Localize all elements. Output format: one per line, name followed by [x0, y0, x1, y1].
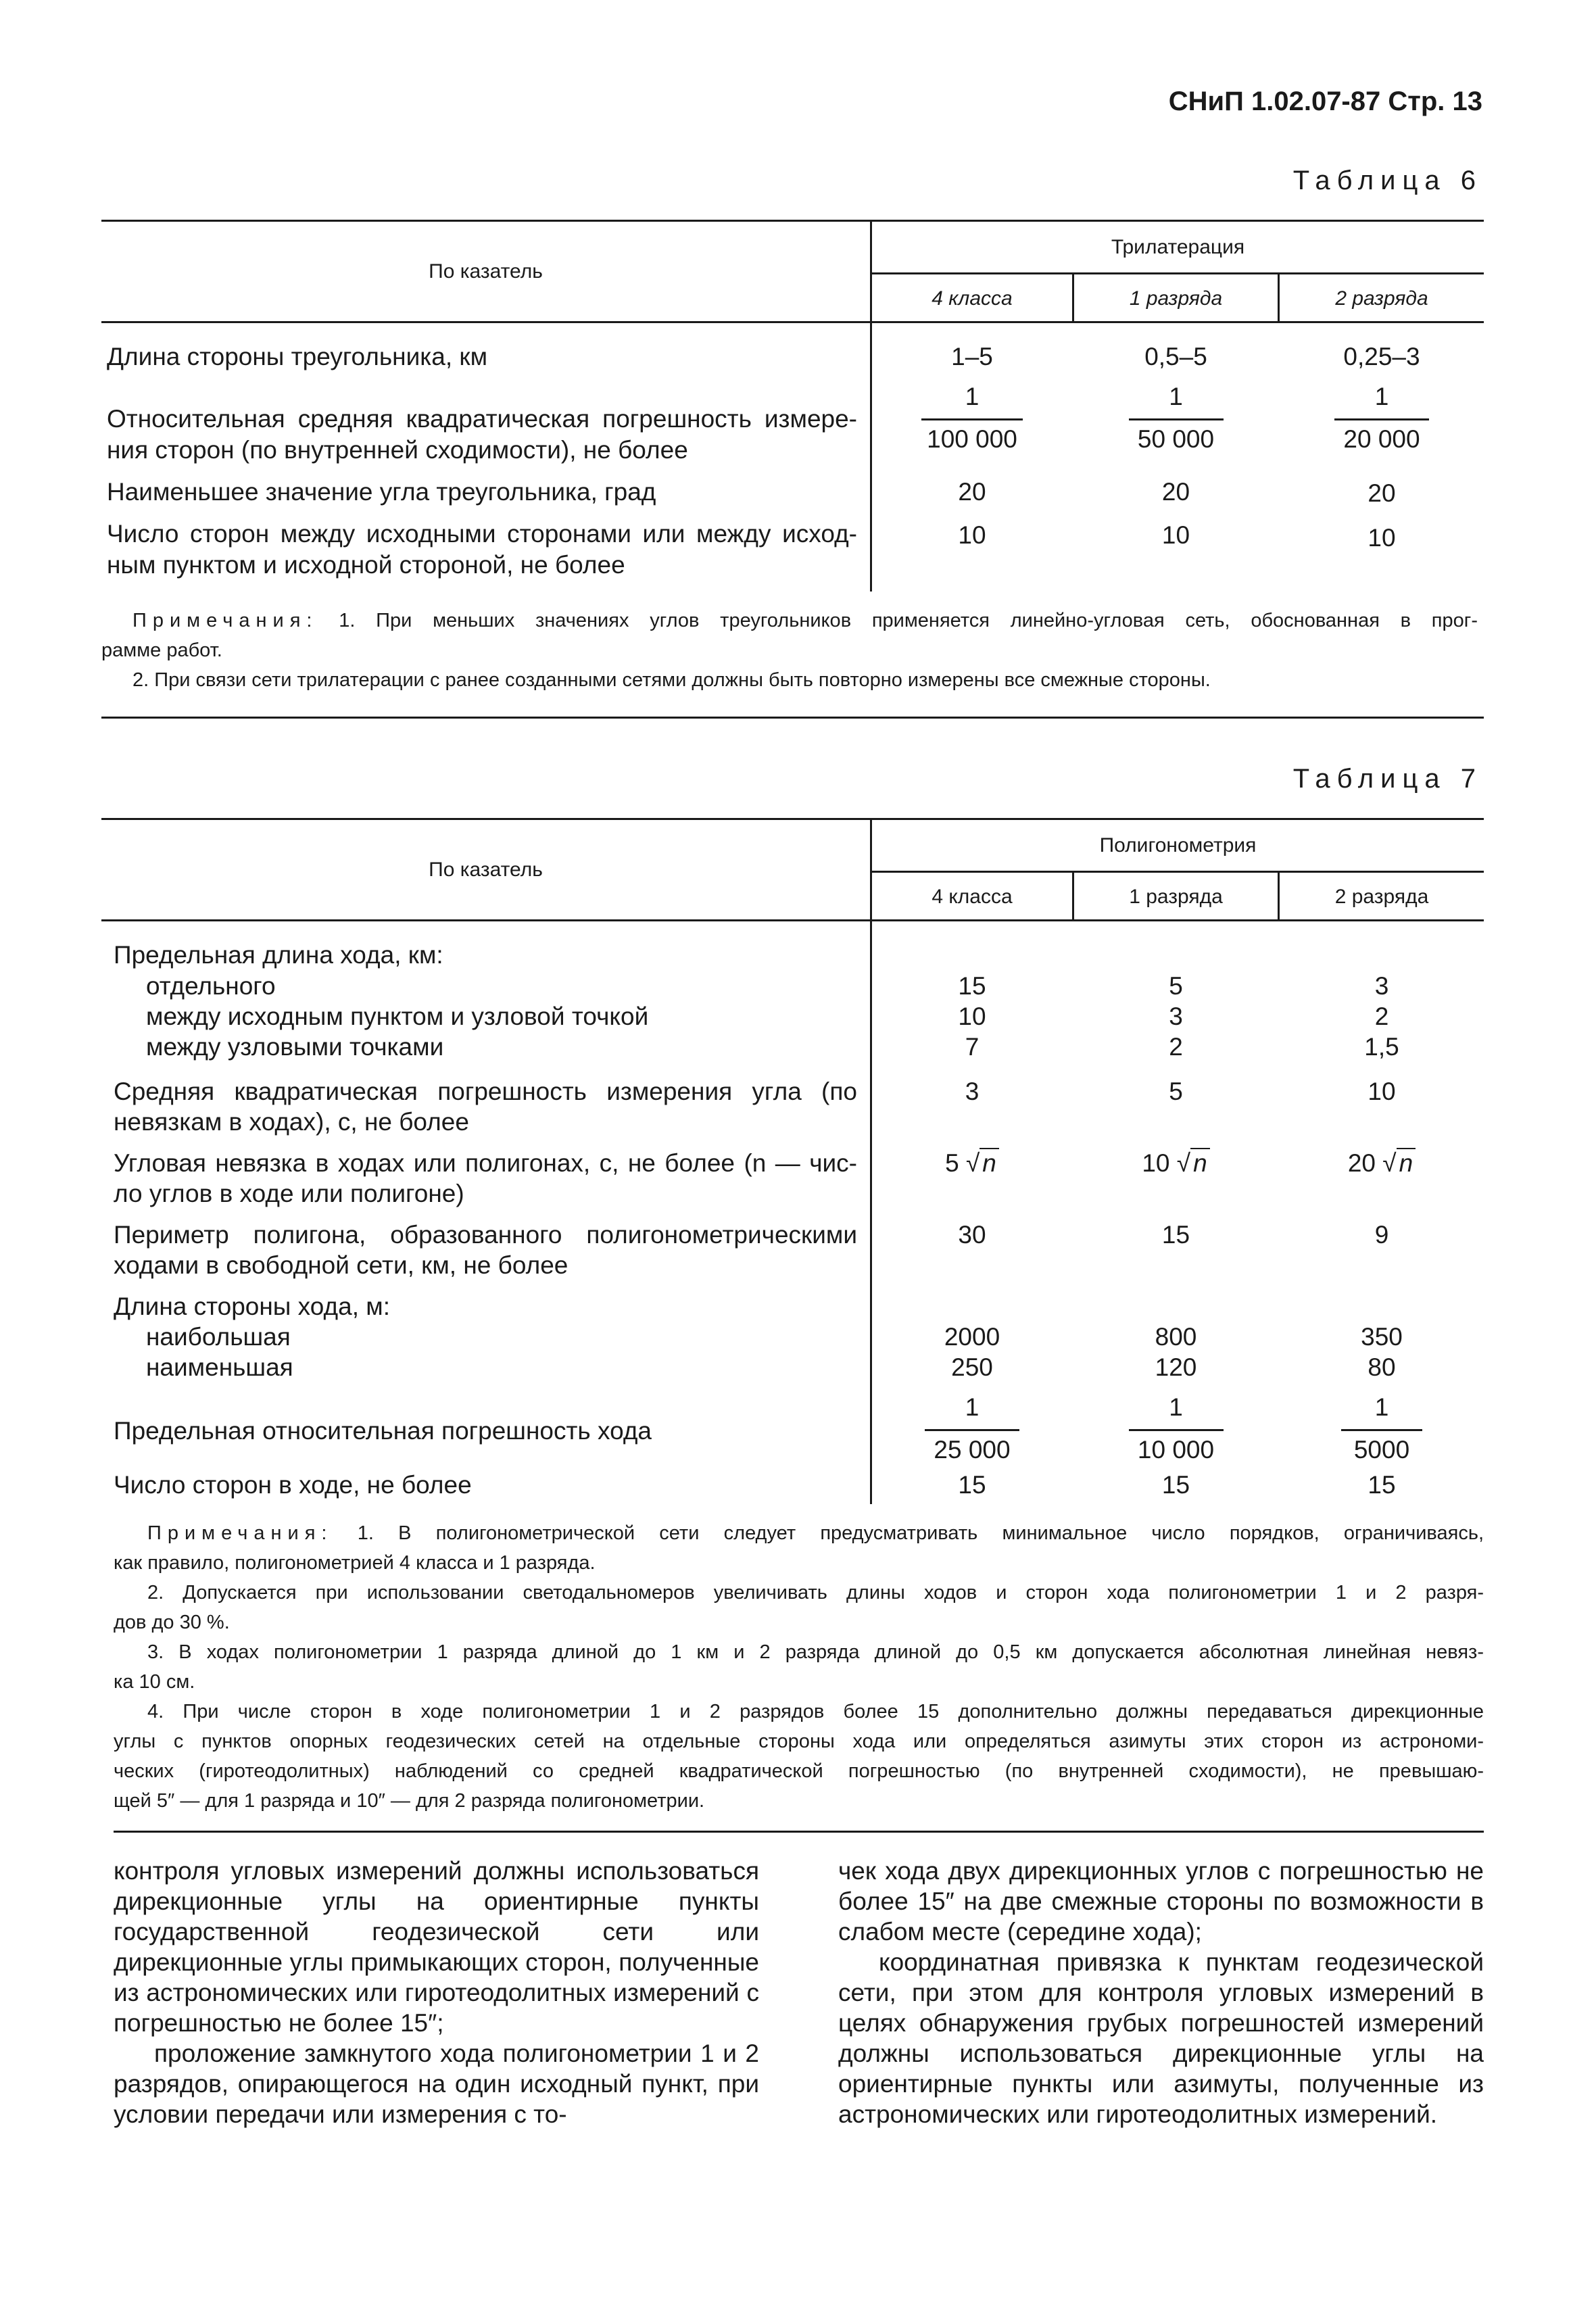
sqrt-radicand: n [1190, 1148, 1210, 1177]
table7-r7-c2: 15 [1161, 1471, 1190, 1499]
body-left-paragraph-2: проложение замкнутого хода полигонометрии 1 и 2 разрядов, опирающегося на один исходный пункт, при условии передачи или измерения с то- [114, 2040, 759, 2128]
table6-row2-c1 [872, 382, 1072, 454]
table6-row3-c2: 20 [1161, 478, 1190, 506]
table6-row4-label-1: Число сторон между исходными сторонами или между исход- [107, 520, 857, 548]
body-left-column [114, 1856, 759, 2129]
table7-caption: Таблица 7 [1292, 764, 1482, 794]
table6-row1-c2: 0,5–5 [1144, 343, 1207, 370]
table7-r1-c3-1: 3 [1374, 972, 1389, 1000]
fraction-denominator: 50 000 [1137, 425, 1215, 453]
table7-r2-c2: 5 [1169, 1078, 1183, 1105]
table7-header-rule [101, 919, 1484, 921]
fraction-numerator: 1 [1374, 383, 1389, 410]
table7-r3-c1 [872, 1148, 1072, 1179]
table7-note-1-text: 1. В полигонометрической сети следует предусматривать минимальное число порядков, ограничиваясь, [357, 1522, 1484, 1544]
table6-top-rule [101, 220, 1484, 222]
table7-r1-sub2: между исходным пунктом и узловой точкой [146, 1003, 649, 1030]
table7-indicator-header: По казатель [429, 859, 543, 881]
table7-note-4: 4. При числе сторон в ходе полигонометрии 1 и 2 разрядов более 15 дополнительно должны передаваться дирекционные [147, 1701, 1484, 1722]
table7-note-3: 3. В ходах полигонометрии 1 разряда длиной до 1 км и 2 разряда длиной до 0,5 км допускается абсолютная линейная невяз- [147, 1641, 1484, 1663]
table6-row2-c3 [1280, 382, 1484, 454]
table7-r5-c1-2: 250 [951, 1353, 993, 1381]
sqrt-radicand: n [980, 1148, 999, 1177]
table7-r5-c3-2: 80 [1368, 1353, 1396, 1381]
table7-r3-label-2: ло углов в ходе или полигоне) [114, 1180, 464, 1207]
table7-col-1-rank: 1 разряда [1129, 886, 1223, 908]
table7-r1-sub1: отдельного [146, 972, 276, 1000]
page-header: СНиП 1.02.07-87 Стр. 13 [1168, 87, 1482, 116]
fraction-denominator: 100 000 [927, 425, 1017, 453]
table7-r3-label-1: Угловая невязка в ходах или полигонах, с, не более (n — чис- [114, 1149, 857, 1177]
table6-row2-label-2: ния сторон (по внутренней сходимости), не более [107, 436, 688, 464]
table7-r4-c1: 30 [958, 1221, 986, 1249]
table7-note-1-cont: как правило, полигонометрией 4 класса и 1 разряда. [114, 1552, 596, 1574]
table7-note-4-line2: углы с пунктов опорных геодезических сетей на отдельные стороны хода или определяться азимуты этих сторон из астрономи- [114, 1731, 1484, 1752]
table6 [101, 220, 1484, 592]
fraction-denominator: 25 000 [934, 1436, 1011, 1464]
fraction-denominator: 5000 [1353, 1436, 1410, 1464]
table6-notes-prefix: Примечания: [132, 610, 318, 631]
table7-r5-c2-2: 120 [1155, 1353, 1197, 1381]
sqrt-symbol: √ n [966, 1148, 999, 1179]
sqrt-coefficient: 5 [945, 1149, 959, 1177]
table6-row3-c3: 20 [1368, 479, 1396, 507]
sqrt-symbol: √ n [1382, 1148, 1416, 1179]
table6-caption: Таблица 6 [1292, 166, 1482, 195]
table6-row1-c3: 0,25–3 [1343, 343, 1420, 370]
body-right-paragraph-1: чек хода двух дирекционных углов с погрешностью не более 15″ на две смежные стороны по возможности в слабом месте (середине хода); [838, 1857, 1484, 1946]
fraction-bar [921, 418, 1023, 420]
table6-header-rule [101, 321, 1484, 323]
table6-row3-label: Наименьшее значение угла треугольника, град [107, 478, 656, 506]
table7-r7-c1: 15 [958, 1471, 986, 1499]
table6-col-1-rank: 1 разряда [1129, 287, 1223, 310]
table7-r1-c1-1: 15 [958, 972, 986, 1000]
fraction-bar [925, 1429, 1019, 1431]
table7-notes-prefix: Примечания: [147, 1522, 333, 1544]
table7-group-rule [872, 871, 1484, 873]
table7-r1-sub3: между узловыми точками [146, 1033, 444, 1061]
table7-r3-c3 [1280, 1148, 1484, 1179]
table7-r5-c2-1: 800 [1155, 1323, 1197, 1351]
body-left-paragraph-1: контроля угловых измерений должны использоваться дирекционные углы на ориентирные пункты государственной геодезической сети или дирекционные углы примыкающих сторон, полученные из астрономических или гиротеодолитных измерений с погрешностью не более 15″; [114, 1857, 759, 2037]
table7-r1-c2-2: 3 [1169, 1003, 1183, 1030]
table7-top-rule [101, 818, 1484, 820]
fraction-denominator: 10 000 [1137, 1436, 1215, 1464]
table7-r2-c1: 3 [965, 1078, 980, 1105]
table7-r2-label-1: Средняя квадратическая погрешность измерения угла (по [114, 1078, 857, 1105]
table7-r2-c3: 10 [1368, 1078, 1396, 1105]
table7-r1-c1-3: 7 [965, 1033, 980, 1061]
separator-rule-1 [101, 717, 1484, 719]
table7-r6-c2 [1074, 1393, 1278, 1465]
table7-col-2-rank: 2 разряда [1334, 886, 1429, 908]
table7-r1-c2-3: 2 [1169, 1033, 1183, 1061]
table6-row1-c1: 1–5 [951, 343, 993, 370]
fraction-bar [1129, 1429, 1224, 1431]
sqrt-coefficient: 10 [1142, 1149, 1170, 1177]
sqrt-symbol: √ n [1177, 1148, 1210, 1179]
table6-indicator-header: По казатель [429, 260, 543, 283]
table6-row4-c1: 10 [958, 521, 986, 549]
table7-r6-c3 [1280, 1393, 1484, 1465]
table7-col-4-class: 4 класса [932, 886, 1013, 908]
table7-r1-c1-2: 10 [958, 1003, 986, 1030]
table6-row4-c3: 10 [1368, 524, 1396, 552]
table7-r6-c1 [872, 1393, 1072, 1465]
separator-rule-2 [114, 1831, 1484, 1833]
table6-row3-c1: 20 [958, 478, 986, 506]
table6-note-1-text: 1. При меньших значениях углов треугольников применяется линейно-угловая сеть, обоснованная в прог- [339, 610, 1478, 631]
table7-r7-c3: 15 [1368, 1471, 1396, 1499]
table7-r5-sub2: наименьшая [146, 1353, 293, 1381]
table7-r4-label-1: Периметр полигона, образованного полигонометрическими [114, 1221, 857, 1249]
table7-r4-label-2: ходами в свободной сети, км, не более [114, 1251, 569, 1279]
table6-row4-label-2: ным пунктом и исходной стороной, не более [107, 551, 625, 579]
table7-note-1 [147, 1518, 1484, 1548]
table6-note-2: 2. При связи сети трилатерации с ранее созданными сетями должны быть повторно измерены все смежные стороны. [132, 669, 1211, 691]
fraction-bar [1334, 418, 1429, 420]
fraction-numerator: 1 [965, 383, 980, 410]
table7-r5-c3-1: 350 [1361, 1323, 1403, 1351]
table7-note-4-line4: щей 5″ — для 1 разряда и 10″ — для 2 разряда полигонометрии. [114, 1790, 705, 1812]
fraction-bar [1129, 418, 1224, 420]
fraction-numerator: 1 [1169, 1393, 1183, 1421]
fraction-numerator: 1 [1374, 1393, 1389, 1421]
table6-group-header: Трилатерация [1111, 236, 1245, 258]
table6-row4-c2: 10 [1161, 521, 1190, 549]
table7-note-2-cont: дов до 30 %. [114, 1612, 230, 1633]
table7-r6-label: Предельная относительная погрешность хода [114, 1417, 652, 1445]
table7 [101, 818, 1484, 1504]
fraction-numerator: 1 [1169, 383, 1183, 410]
sqrt-coefficient: 20 [1347, 1149, 1376, 1177]
table6-row1-label: Длина стороны треугольника, км [107, 343, 488, 370]
table7-r5-sub1: наибольшая [146, 1323, 291, 1351]
table7-r1-c3-3: 1,5 [1364, 1033, 1399, 1061]
table7-r2-label-2: невязкам в ходах), с, не более [114, 1108, 469, 1136]
table7-r4-c2: 15 [1161, 1221, 1190, 1249]
table7-r1-c2-1: 5 [1169, 972, 1183, 1000]
fraction-denominator: 20 000 [1343, 425, 1420, 453]
table7-r4-c3: 9 [1374, 1221, 1389, 1249]
table7-r5-title: Длина стороны хода, м: [114, 1293, 390, 1320]
table7-group-header: Полигонометрия [1099, 834, 1257, 857]
table7-r3-c2 [1074, 1148, 1278, 1179]
fraction-numerator: 1 [965, 1393, 980, 1421]
body-right-paragraph-2: координатная привязка к пунктам геодезической сети, при этом для контроля угловых измерений в целях обнаружения грубых погрешностей измерений должны использоваться дирекционные углы на ориентирные пункты или азимуты, полученные из астрономических или гиротеодолитных измерений. [838, 1948, 1484, 2128]
table6-row2-label-1: Относительная средняя квадратическая погрешность измере- [107, 405, 857, 433]
table6-row2-c2 [1074, 382, 1278, 454]
table6-note-1-cont: рамме работ. [101, 640, 222, 661]
table6-col-4-class: 4 класса [932, 287, 1013, 310]
table6-col-2-rank: 2 разряда [1335, 287, 1428, 310]
fraction-bar [1341, 1429, 1422, 1431]
table7-r5-c1-1: 2000 [944, 1323, 1000, 1351]
table7-r1-c3-2: 2 [1374, 1003, 1389, 1030]
body-right-column [838, 1856, 1484, 2129]
table7-r7-label: Число сторон в ходе, не более [114, 1471, 472, 1499]
table7-note-3-cont: ка 10 см. [114, 1671, 195, 1693]
table7-r1-title: Предельная длина хода, км: [114, 941, 443, 969]
table6-group-rule [872, 272, 1484, 274]
table7-note-4-line3: ческих (гиротеодолитных) наблюдений со средней квадратической погрешностью (по внутренней сходимости), не превышаю- [114, 1760, 1484, 1782]
table6-note-1 [132, 606, 1478, 635]
table7-note-2: 2. Допускается при использовании светодальномеров увеличивать длины ходов и сторон хода полигонометрии 1 и 2 разря- [147, 1582, 1484, 1603]
sqrt-radicand: n [1397, 1148, 1416, 1177]
